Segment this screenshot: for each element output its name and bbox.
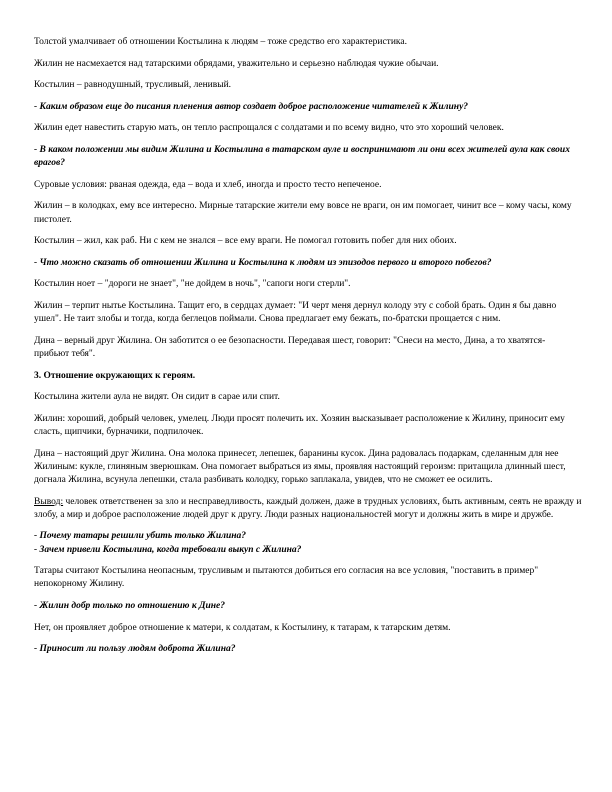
paragraph-zhilin-stocks: Жилин – в колодках, ему все интересно. Мирные татарские жители ему вовсе не враги, он им помогает, чинит все – кому часы, кому пистолет.: [34, 201, 572, 225]
paragraph-zhilin-endures: Жилин – терпит нытье Костылина. Тащит его, в сердцах думает: "И черт меня дернул колоду эту с собой брать. Один я бы давно ушел". Не таит злобы и тогда, когда беглецов поймали. Снова предлагает ему бежать, по-братски прощается с ним.: [34, 300, 557, 325]
question-kind-to-dina: - Жилин добр только по отношению к Дине?: [34, 600, 226, 611]
question-why-bring-kostylin: - Зачем привели Костылина, когда требовали выкуп с Жилина?: [34, 544, 302, 555]
paragraph-kostylin-attitude: Толстой умалчивает об отношении Костылина к людям – тоже средство его характеристика.: [34, 37, 407, 47]
conclusion-text: человек ответственен за зло и несправедливость, каждый должен, даже в трудных условиях, быть активным, сеять не вражду и злобу, а мир и доброе расположение людей друг к другу. Люди разных национальностей могут и должны жить в мире и дружбе.: [34, 496, 582, 520]
paragraph-kostylin-slave: Костылин – жил, как раб. Ни с кем не знался – все ему враги. Не помогал готовить побег для них обоих.: [34, 236, 457, 247]
paragraph-harsh-conditions: Суровые условия: рваная одежда, еда – вода и хлеб, иногда и просто тесто непеченое.: [34, 179, 382, 190]
question-reader-disposition: - Каким образом еще до писания пленения автор создает доброе расположение читателей к Жилину?: [34, 101, 469, 112]
document-page: [34, 36, 582, 665]
conclusion-label: Вывод:: [34, 496, 64, 507]
paragraph-kostylin-traits: Костылин – равнодушный, трусливый, ленивый.: [34, 80, 232, 91]
paragraph-zhilin-customs: Жилин не насмехается над татарскими обрядами, уважительно и серьезно наблюдая чужие обычаи.: [34, 58, 439, 69]
question-escape-episodes: - Что можно сказать об отношении Жилина и Костылина к людям из эпизодов первого и второго побегов?: [34, 257, 492, 268]
paragraph-zhilin-mother: Жилин едет навестить старую мать, он тепло распрощался с солдатами и по всему видно, что это хороший человек.: [34, 123, 504, 134]
paragraph-conclusion: [34, 496, 582, 522]
question-aul-position: - В каком положении мы видим Жилина и Костылина в татарском ауле и воспринимают ли они всех жителей аула как своих врагов?: [34, 144, 570, 169]
paragraph-zhilin-good-man: Жилин: хороший, добрый человек, умелец. Люди просят полечить их. Хозяин высказывает расположение к Жилину, приносит ему сласть, щипчики, бурначики, подпилочек.: [34, 413, 565, 437]
paragraph-tatars-view: Татары считают Костылина неопасным, трусливым и пытаются добиться его согласия на все условия, "поставить в пример" непокорному Жилину.: [34, 566, 539, 590]
question-why-kill-zhilin: - Почему татары решили убить только Жилина?: [34, 531, 247, 542]
question-kindness-benefit: - Приносит ли пользу людям доброта Жилина?: [34, 644, 236, 655]
paragraph-dina-friend: Дина – верный друг Жилина. Он заботится о ее безопасности. Передавая шест, говорит: "Снеси на место, Дина, а то хватятся- прибьют тебя".: [34, 335, 546, 359]
paragraph-kostylin-unseen: Костылина жители аула не видят. Он сидит в сарае или спит.: [34, 392, 280, 403]
question-pair-tatars: [34, 530, 582, 556]
paragraph-dina-true-friend: Дина – настоящий друг Жилина. Она молока принесет, лепешек, баранины кусок. Дина радовалась подаркам, сделанным для нее Жилиным: кукле, глиняным зверюшкам. Она помогает выбраться из ямы, проявляя настоящий героизм: притащила длинный шест, догнала Жилина, всунула лепешки, стала разбивать колодку, горько заплакала, увидев, что не сможет ее осилить.: [34, 448, 566, 485]
paragraph-kostylin-whines: Костылин ноет – "дороги не знает", "не дойдем в ночь", "сапоги ноги стерли".: [34, 279, 351, 290]
paragraph-kind-to-all: Нет, он проявляет доброе отношение к матери, к солдатам, к Костылину, к татарам, к татарским детям.: [34, 622, 451, 633]
section-heading: 3. Отношение окружающих к героям.: [34, 370, 196, 381]
